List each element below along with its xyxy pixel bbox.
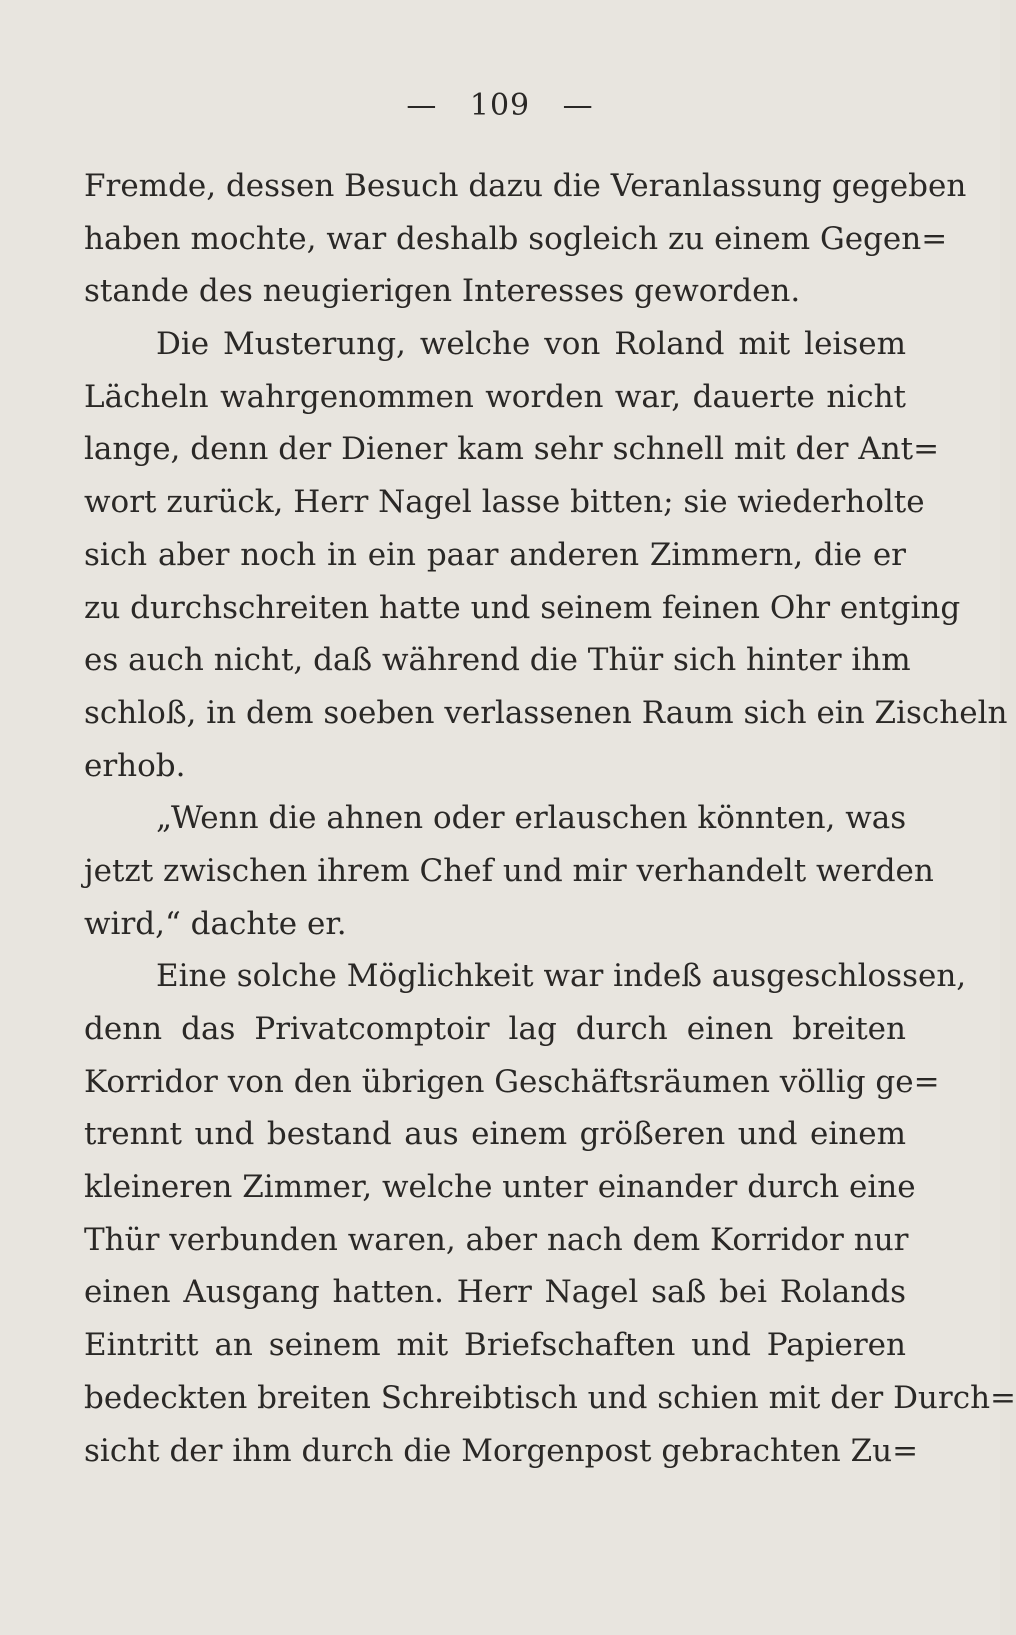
- header-dash-left: —: [406, 88, 438, 123]
- text-line: wird,“ dachte er.: [84, 905, 347, 942]
- text-line: Thür verbunden waren, aber nach dem Korridor nur: [84, 1221, 909, 1258]
- text-line: bedeckten breiten Schreibtisch und schien mit der Durch=: [84, 1379, 1016, 1416]
- text-line: erhob.: [84, 747, 186, 784]
- text-line: denn das Privatcomptoir lag durch einen breiten: [84, 1011, 906, 1047]
- text-line: zu durchschreiten hatte und seinem feinen Ohr entging: [84, 589, 961, 626]
- text-line: einen Ausgang hatten. Herr Nagel saß bei Rolands: [84, 1274, 906, 1311]
- text-line: trennt und bestand aus einem größeren und einem: [84, 1116, 906, 1153]
- text-line: sicht der ihm durch die Morgenpost gebrachten Zu=: [84, 1432, 919, 1469]
- text-line: Fremde, dessen Besuch dazu die Veranlassung gegeben: [84, 168, 967, 204]
- header-dash-right: —: [562, 88, 594, 123]
- text-line: es auch nicht, daß während die Thür sich hinter ihm: [84, 642, 911, 679]
- text-line: Eintritt an seinem mit Briefschaften und Papieren: [84, 1327, 906, 1364]
- text-line: Die Musterung, welche von Roland mit leisem: [156, 326, 906, 363]
- text-line: haben mochte, war deshalb sogleich zu einem Gegen=: [84, 220, 948, 257]
- body-text: [84, 160, 1016, 1477]
- text-line: lange, denn der Diener kam sehr schnell mit der Ant=: [84, 431, 940, 468]
- text-line: „Wenn die ahnen oder erlauschen könnten, was: [156, 800, 907, 837]
- text-line: Lächeln wahrgenommen worden war, dauerte nicht: [84, 378, 906, 415]
- text-line: jetzt zwischen ihrem Chef und mir verhandelt werden: [84, 852, 934, 889]
- text-line: schloß, in dem soeben verlassenen Raum sich ein Zischeln: [84, 694, 1008, 731]
- page-header: [0, 88, 1000, 123]
- text-line: Eine solche Möglichkeit war indeß ausgeschlossen,: [156, 958, 967, 995]
- text-line: kleineren Zimmer, welche unter einander durch eine: [84, 1169, 916, 1206]
- text-line: Korridor von den übrigen Geschäftsräumen völlig ge=: [84, 1063, 940, 1100]
- page-number: 109: [469, 88, 531, 123]
- text-line: wort zurück, Herr Nagel lasse bitten; sie wiederholte: [84, 484, 925, 521]
- text-line: stande des neugierigen Interesses geworden.: [84, 273, 801, 310]
- text-line: sich aber noch in ein paar anderen Zimmern, die er: [84, 536, 906, 573]
